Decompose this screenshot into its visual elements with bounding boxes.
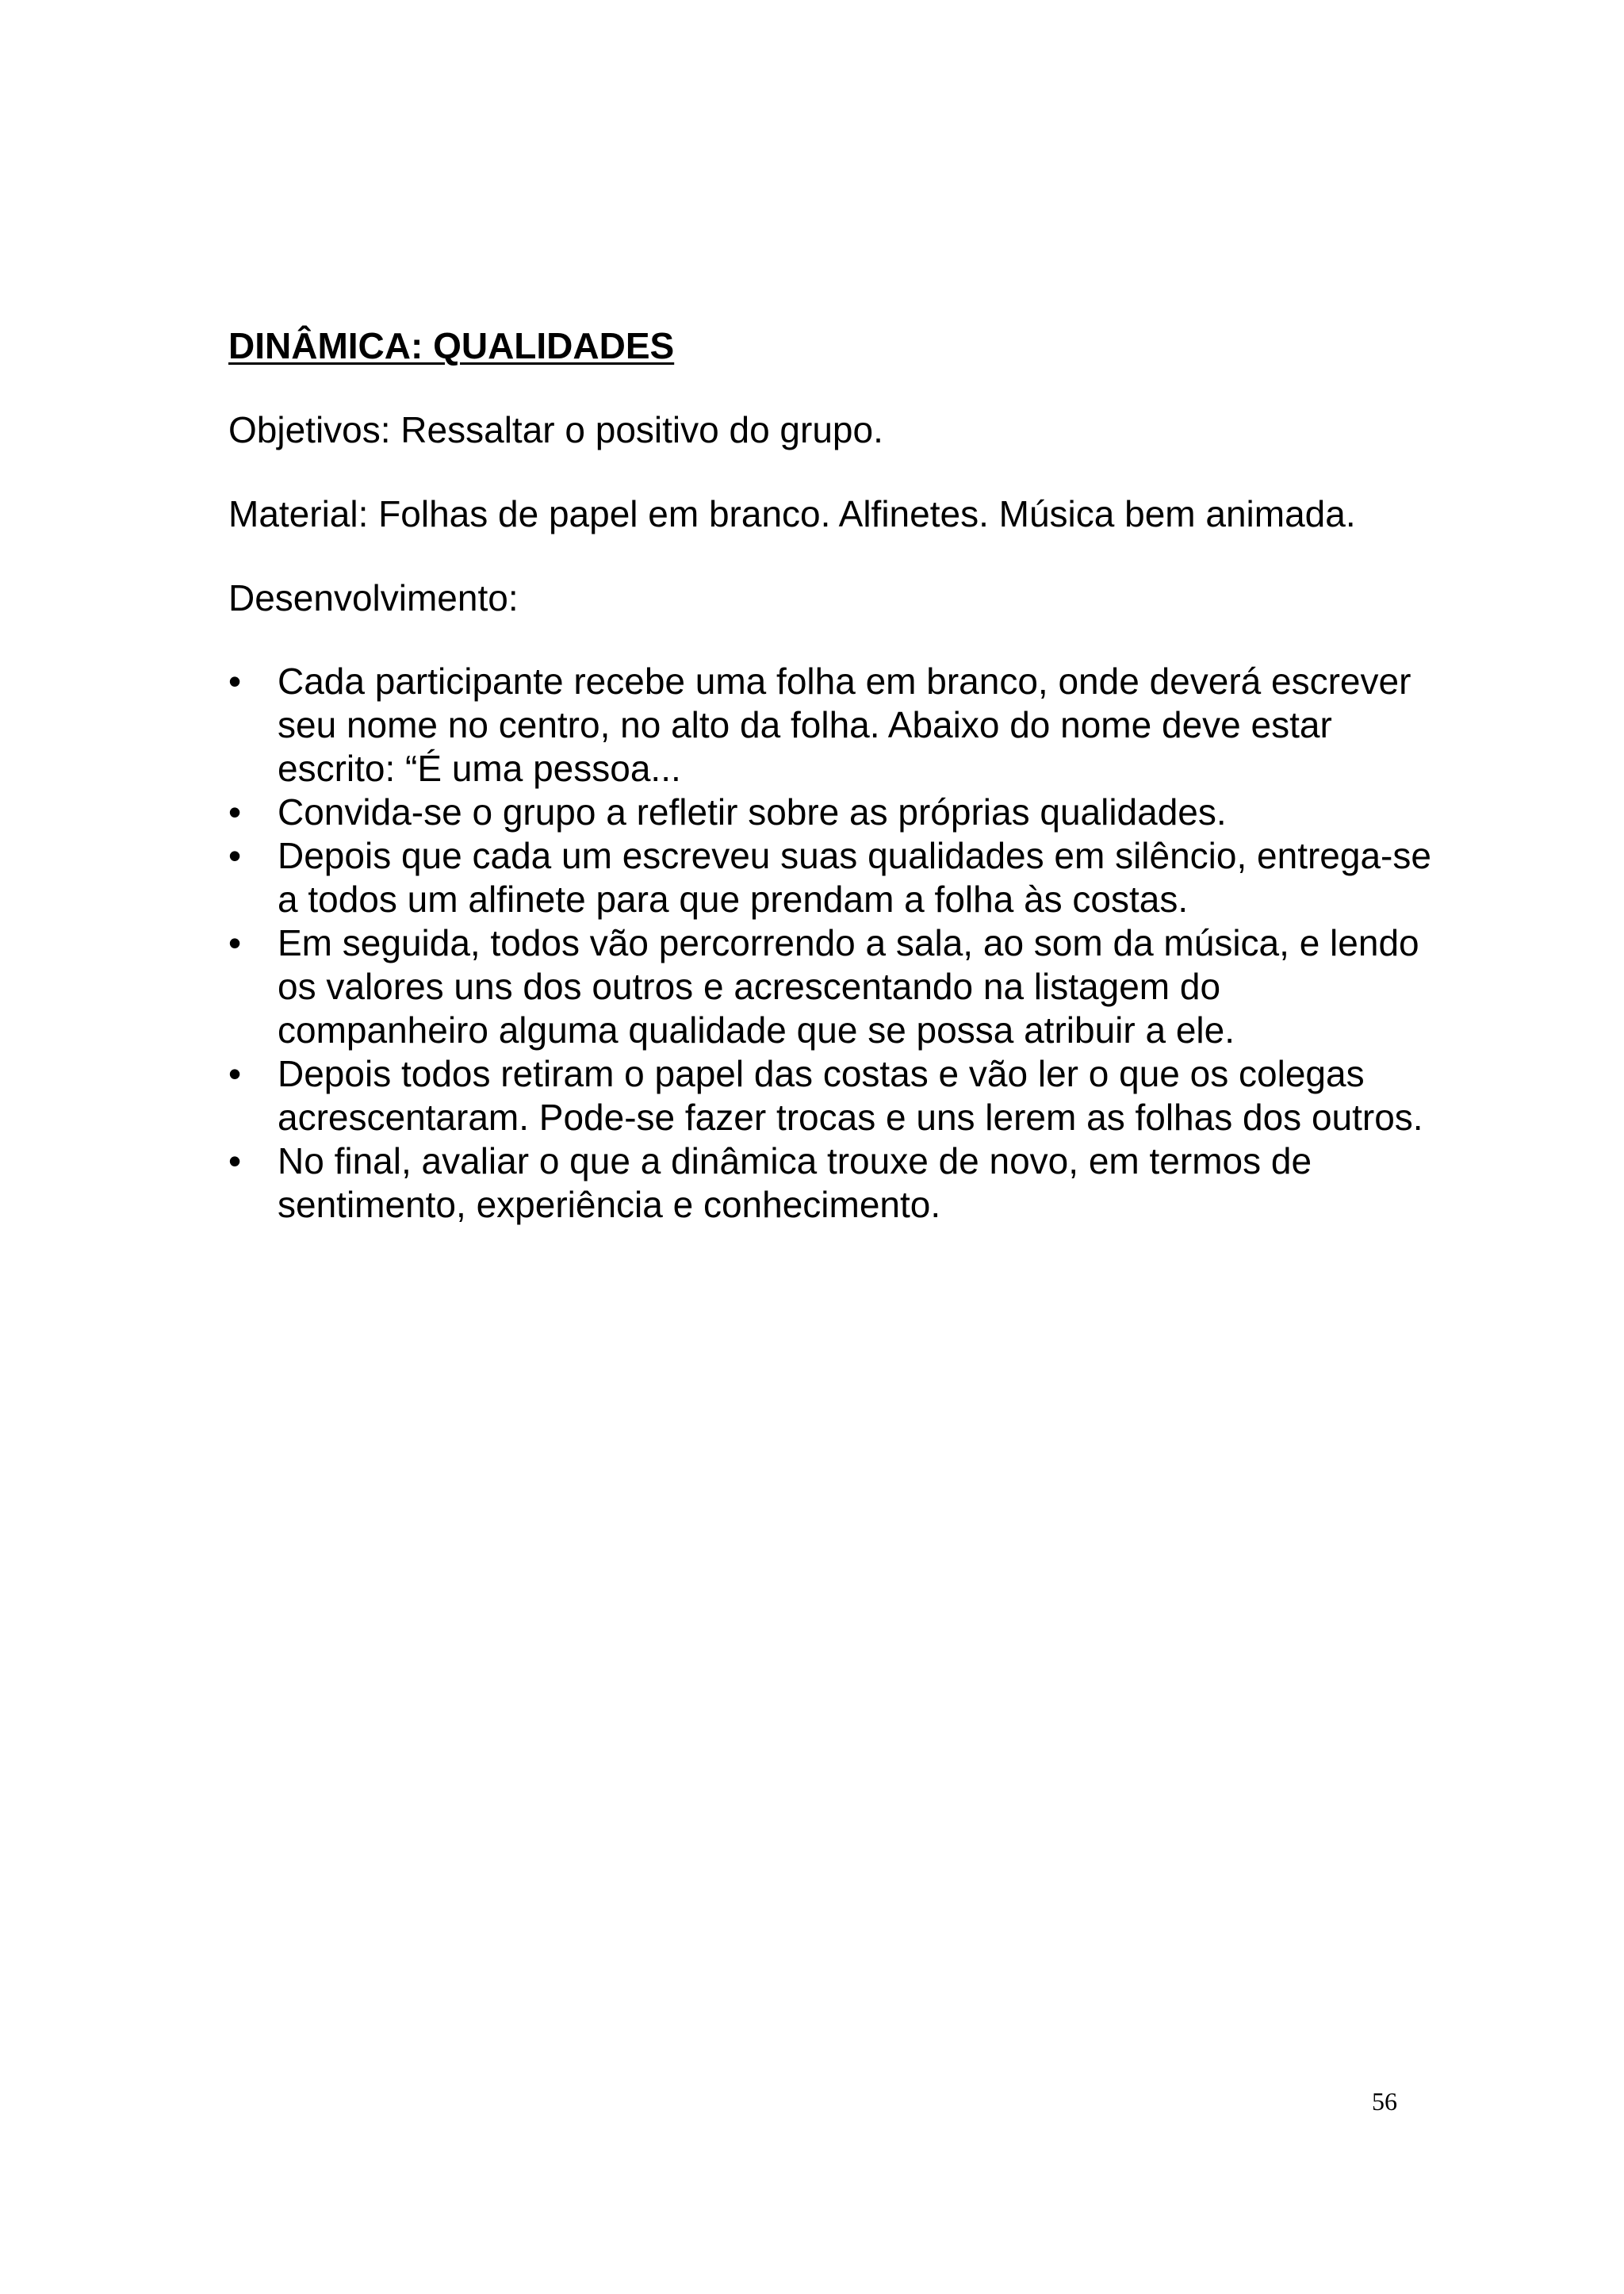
objectives-paragraph: Objetivos: Ressaltar o positivo do grupo. [228, 409, 883, 450]
step-text: No final, avaliar o que a dinâmica trouxe de novo, em termos de sentimento, experiência e conhecimento. [278, 1140, 1312, 1225]
list-item [228, 834, 1434, 921]
list-item [228, 1139, 1434, 1227]
bullet-icon: • [228, 1053, 242, 1094]
bullet-icon: • [228, 835, 242, 876]
step-text: Em seguida, todos vão percorrendo a sala, ao som da música, e lendo os valores uns dos outros e acrescentando na listagem do companheiro alguma qualidade que se possa atribuir a ele. [278, 922, 1419, 1051]
step-text: Cada participante recebe uma folha em branco, onde deverá escrever seu nome no centro, no alto da folha. Abaixo do nome deve estar escrito: “É uma pessoa... [278, 661, 1411, 789]
bullet-icon: • [228, 922, 242, 963]
steps-list [228, 660, 1434, 1227]
material-paragraph: Material: Folhas de papel em branco. Alfinetes. Música bem animada. [228, 493, 1356, 534]
page-title: DINÂMICA: QUALIDADES [228, 325, 675, 366]
document-content [228, 324, 1434, 1227]
page-number: 56 [1372, 2087, 1397, 2116]
bullet-icon: • [228, 661, 242, 702]
bullet-icon: • [228, 791, 242, 833]
list-item [228, 660, 1434, 791]
list-item [228, 921, 1434, 1052]
list-item [228, 791, 1434, 834]
list-item [228, 1052, 1434, 1139]
development-label: Desenvolvimento: [228, 577, 519, 618]
step-text: Convida-se o grupo a refletir sobre as próprias qualidades. [278, 791, 1227, 833]
step-text: Depois que cada um escreveu suas qualidades em silêncio, entrega-se a todos um alfinete para que prendam a folha às costas. [278, 835, 1431, 920]
bullet-icon: • [228, 1140, 242, 1181]
step-text: Depois todos retiram o papel das costas e vão ler o que os colegas acrescentaram. Pode-se fazer trocas e uns lerem as folhas dos outros. [278, 1053, 1423, 1138]
